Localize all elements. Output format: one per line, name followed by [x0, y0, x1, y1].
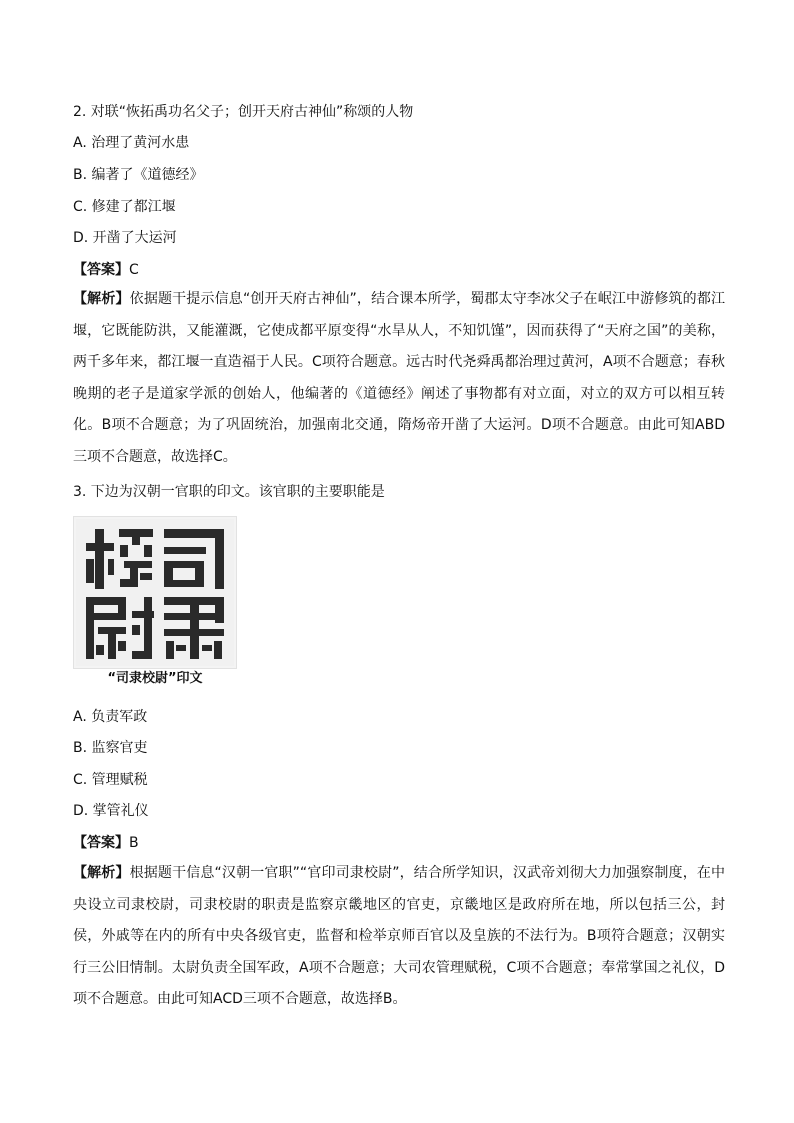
- q2-option-b: B. 编著了《道德经》: [73, 167, 204, 183]
- q2-analysis-label: 【解析】: [73, 291, 130, 307]
- q2-answer-label: 【答案】: [73, 262, 129, 278]
- q3-analysis-label: 【解析】: [73, 865, 130, 881]
- q2-option-a: A. 治理了黄河水患: [73, 135, 190, 151]
- q2-answer: [73, 261, 139, 279]
- q3-answer: [73, 834, 139, 852]
- seal-svg: [74, 517, 236, 668]
- seal-caption: “司隶校尉”印文: [107, 671, 203, 686]
- q3-analysis: [73, 858, 725, 1016]
- q2-option-c: C. 修建了都江堰: [73, 199, 176, 215]
- q3-option-b: B. 监察官吏: [73, 740, 148, 756]
- q3-analysis-text: 根据题干信息“汉朝一官职”“官印司隶校尉”，结合所学知识，汉武帝刘彻大力加强察制度，在中央设立司隶校尉，司隶校尉的职责是监察京畿地区的官吏，京畿地区是政府所在地，所以包括三公，封侯，外戚等在内的所有中央各级官吏，监督和检举京师百官以及皇族的不法行为。B项符合题意；汉朝实行三公旧情制。太尉负责全国军政，A项不合题意；大司农管理赋税，C项不合题意；奉常掌国之礼仪，D项不合题意。由此可知ACD三项不合题意，故选择B。: [73, 865, 725, 1007]
- seal-figure: [72, 515, 238, 690]
- q2-answer-value: C: [129, 262, 139, 278]
- seal-impression-image: [73, 516, 237, 669]
- q3-option-a: A. 负责军政: [73, 709, 148, 725]
- q2-option-d: D. 开凿了大运河: [73, 230, 177, 246]
- q3-option-d: D. 掌管礼仪: [73, 803, 149, 819]
- q3-stem: 3. 下边为汉朝一官职的印文。该官职的主要职能是: [73, 484, 385, 500]
- q3-option-c: C. 管理赋税: [73, 772, 148, 788]
- q2-analysis-text: 依据题干提示信息“创开天府古神仙”，结合课本所学，蜀郡太守李冰父子在岷江中游修筑的都江堰，它既能防洪，又能灌溉，它使成都平原变得“水旱从人，不知饥馑”，因而获得了“天府之国”的美称，两千多年来，都江堰一直造福于人民。C项符合题意。远古时代尧舜禹都治理过黄河，A项不合题意；春秋晚期的老子是道家学派的创始人，他编著的《道德经》阐述了事物都有对立面，对立的双方可以相互转化。B项不合题意；为了巩固统治，加强南北交通，隋炀帝开凿了大运河。D项不合题意。由此可知ABD三项不合题意，故选择C。: [73, 291, 725, 465]
- q2-analysis: [73, 284, 725, 473]
- q2-stem: 2. 对联“恢拓禹功名父子；创开天府古神仙”称颂的人物: [73, 104, 414, 120]
- q3-answer-value: B: [129, 835, 139, 851]
- q3-answer-label: 【答案】: [73, 835, 129, 851]
